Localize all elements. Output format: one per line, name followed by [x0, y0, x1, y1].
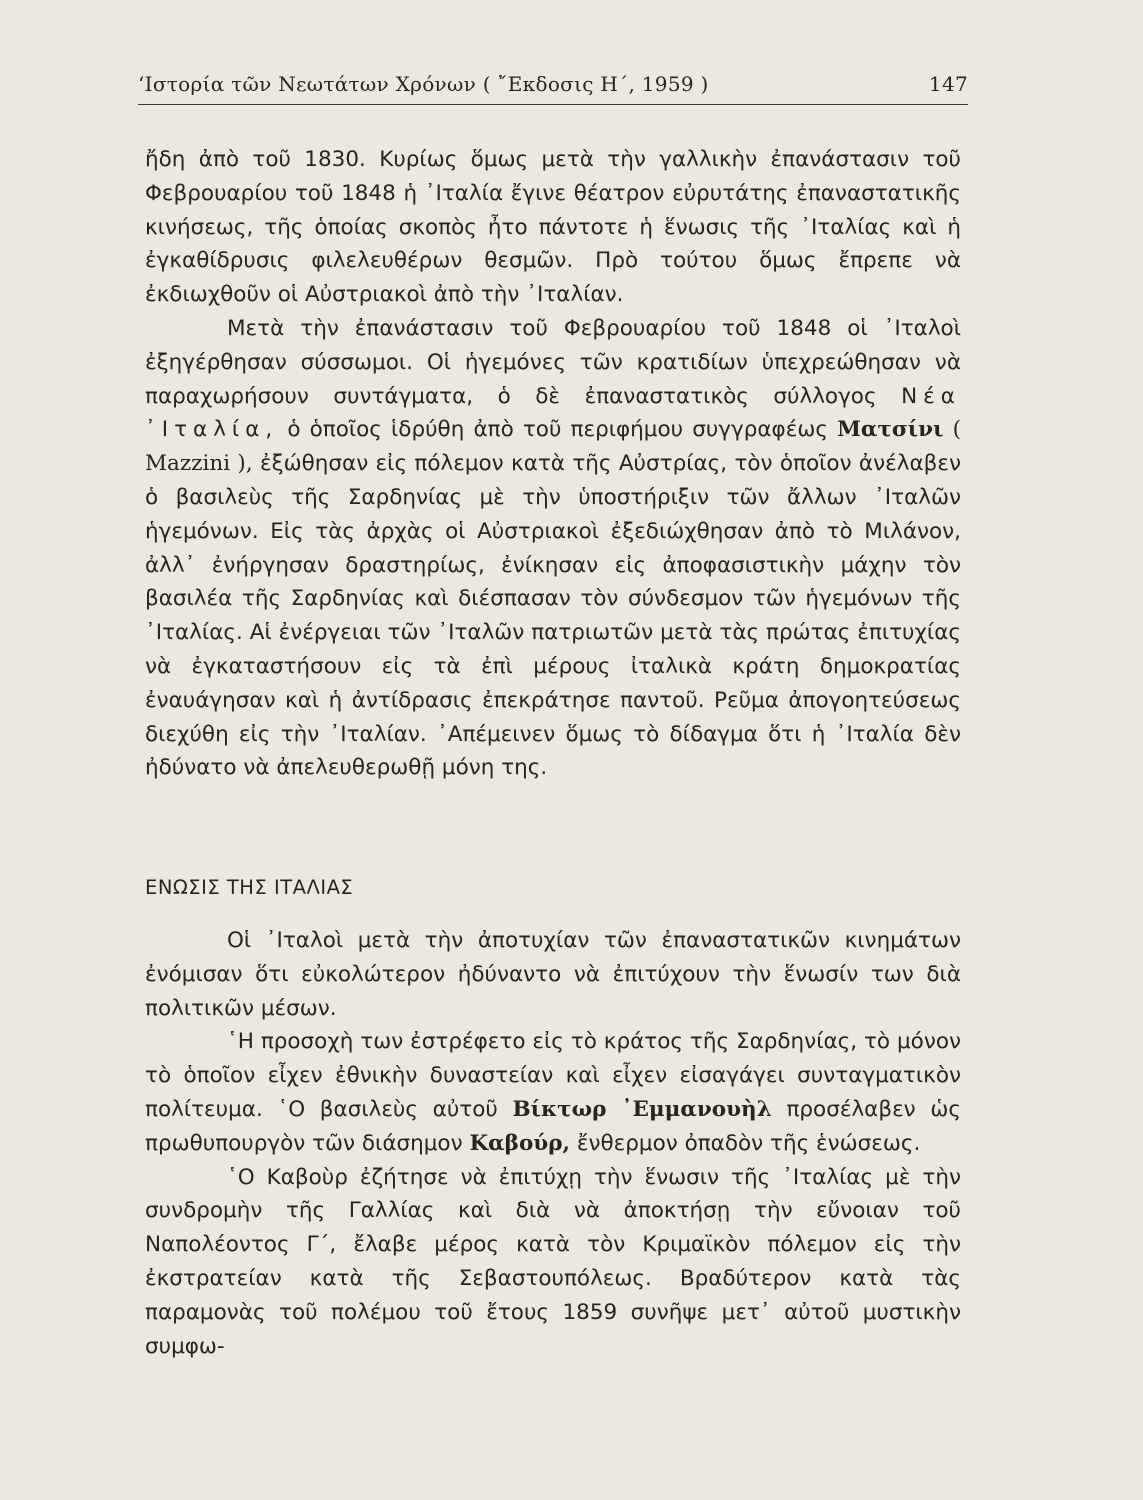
- latin-name-mazzini: ( Mazzini ),: [145, 417, 961, 477]
- text-run: ἐξώθησαν εἰς πόλεμον κατὰ τῆς Αὐστρίας, τὸν ὁποῖον ἀνέλαβεν ὁ βασιλεὺς τῆς Σαρδηνίας μὲ τὴν ὑποστήριξιν τῶν ἄλλων ᾿Ιταλῶν ἡγεμόνων. Εἰς τὰς ἀρχὰς οἱ Αὐστριακοὶ ἐξεδιώχθησαν ἀπὸ τὸ Μιλάνον, ἀλλ᾿ ἐνήργησαν δραστηρίως, ἐνίκησαν εἰς ἀποφασιστικὴν μάχην τὸν βασιλέα τῆς Σαρδηνίας καὶ διέσπασαν τὸν σύνδεσμον τῶν ἡγεμόνων τῆς ᾿Ιταλίας. Αἱ ἐνέργειαι τῶν ᾿Ιταλῶν πατριωτῶν μετὰ τὰς πρώτας ἐπιτυχίας νὰ ἐγκαταστήσουν εἰς τὰ ἐπὶ μέρους ἰταλικὰ κράτη δημοκρατίας ἐναυάγησαν καὶ ἡ ἀντίδρασις ἐπεκράτησε παντοῦ. Ρεῦμα ἀπογοητεύσεως διεχύθη εἰς τὴν ᾿Ιταλίαν. ᾿Απέμεινεν ὅμως τὸ δίδαγμα ὅτι ἡ ᾿Ιταλία δὲν ἠδύνατο νὰ ἀπελευθερωθῇ μόνη της.: [145, 451, 961, 781]
- text-run: ὁ ὁποῖος ἱδρύθη ἀπὸ τοῦ περιφήμου συγγραφέως: [287, 417, 828, 443]
- text-run: προσέλαβεν ὡς πρωθυπουργὸν τῶν διάσημον: [145, 1096, 961, 1156]
- running-title: ‘Ιστορία τῶν Νεωτάτων Χρόνων ( ῎Εκδοσις Η΄, 1959 ): [138, 72, 709, 96]
- paragraph: Οἱ ᾿Ιταλοὶ μετὰ τὴν ἀποτυχίαν τῶν ἐπαναστατικῶν κινημάτων ἐνόμισαν ὅτι εὐκολώτερον ἠδύναντο νὰ ἐπιτύχουν τὴν ἕνωσίν των διὰ πολιτικῶν μέσων.: [145, 928, 961, 1021]
- paragraph: ῾Ο Καβοὺρ ἐζήτησε νὰ ἐπιτύχῃ τὴν ἕνωσιν τῆς ᾿Ιταλίας μὲ τὴν συνδρομὴν τῆς Γαλλίας καὶ διὰ νὰ ἀποκτήσῃ τὴν εὔνοιαν τοῦ Ναπολέοντος Γ΄, ἔλαβε μέρος κατὰ τὸν Κριμαϊκὸν πόλεμον εἰς τὴν ἐκστρατείαν κατὰ τῆς Σεβαστουπόλεως. Βραδύτερον κατὰ τὰς παραμονὰς τοῦ πολέμου τοῦ ἔτους 1859 συνῆψε μετ᾿ αὐτοῦ μυστικὴν συμφω-: [145, 1164, 961, 1359]
- header-rule: [138, 104, 968, 105]
- bold-name-cavour: Καβούρ,: [469, 1130, 570, 1156]
- bold-name-mazzini: Ματσίνι: [837, 417, 944, 443]
- paragraph: ἤδη ἀπὸ τοῦ 1830. Κυρίως ὅμως μετὰ τὴν γαλλικὴν ἐπανάστασιν τοῦ Φεβρουαρίου τοῦ 1848 ἡ ᾿Ιταλία ἔγινε θέατρον εὐρυτάτης ἐπαναστατικῆς κινήσεως, τῆς ὁποίας σκοπὸς ἦτο πάντοτε ἡ ἕνωσις τῆς ᾿Ιταλίας καὶ ἡ ἐγκαθίδρυσις φιλελευθέρων θεσμῶν. Πρὸ τούτου ὅμως ἔπρεπε νὰ ἐκδιωχθοῦν οἱ Αὐστριακοὶ ἀπὸ τὴν ᾿Ιταλίαν.: [145, 147, 961, 308]
- body-text-section-1: [145, 143, 961, 785]
- page-number: 147: [928, 72, 968, 96]
- spaced-name-nea-italia: Νέα ᾿Ιταλία,: [145, 383, 961, 443]
- text-run: ἔνθερμον ὀπαδὸν τῆς ἑνώσεως.: [576, 1130, 921, 1156]
- paragraph: [145, 312, 961, 785]
- running-header: [138, 72, 968, 112]
- text-run: Μετὰ τὴν ἐπανάστασιν τοῦ Φεβρουαρίου τοῦ 1848 οἱ ᾿Ιταλοὶ ἐξηγέρθησαν σύσσωμοι. Οἱ ἡγεμόνες τῶν κρατιδίων ὑπεχρεώθησαν νὰ παραχωρήσουν συντάγματα, ὁ δὲ ἐπαναστατικὸς σύλλογος: [145, 315, 961, 409]
- bold-name-victor-emmanuel: Βίκτωρ ᾿Εμμανουὴλ: [512, 1096, 772, 1122]
- text-run: ῾Η προσοχὴ των ἐστρέφετο εἰς τὸ κράτος τῆς Σαρδηνίας, τὸ μόνον τὸ ὁποῖον εἶχεν ἐθνικὴν δυναστείαν καὶ εἶχεν εἰσαγάγει συνταγματικὸν πολίτευμα. ῾Ο βασιλεὺς αὐτοῦ: [145, 1029, 961, 1122]
- paragraph: [145, 1025, 961, 1160]
- body-text-section-2: [145, 924, 961, 1363]
- section-heading: ΕΝΩΣΙΣ ΤΗΣ ΙΤΑΛΙΑΣ: [145, 876, 354, 899]
